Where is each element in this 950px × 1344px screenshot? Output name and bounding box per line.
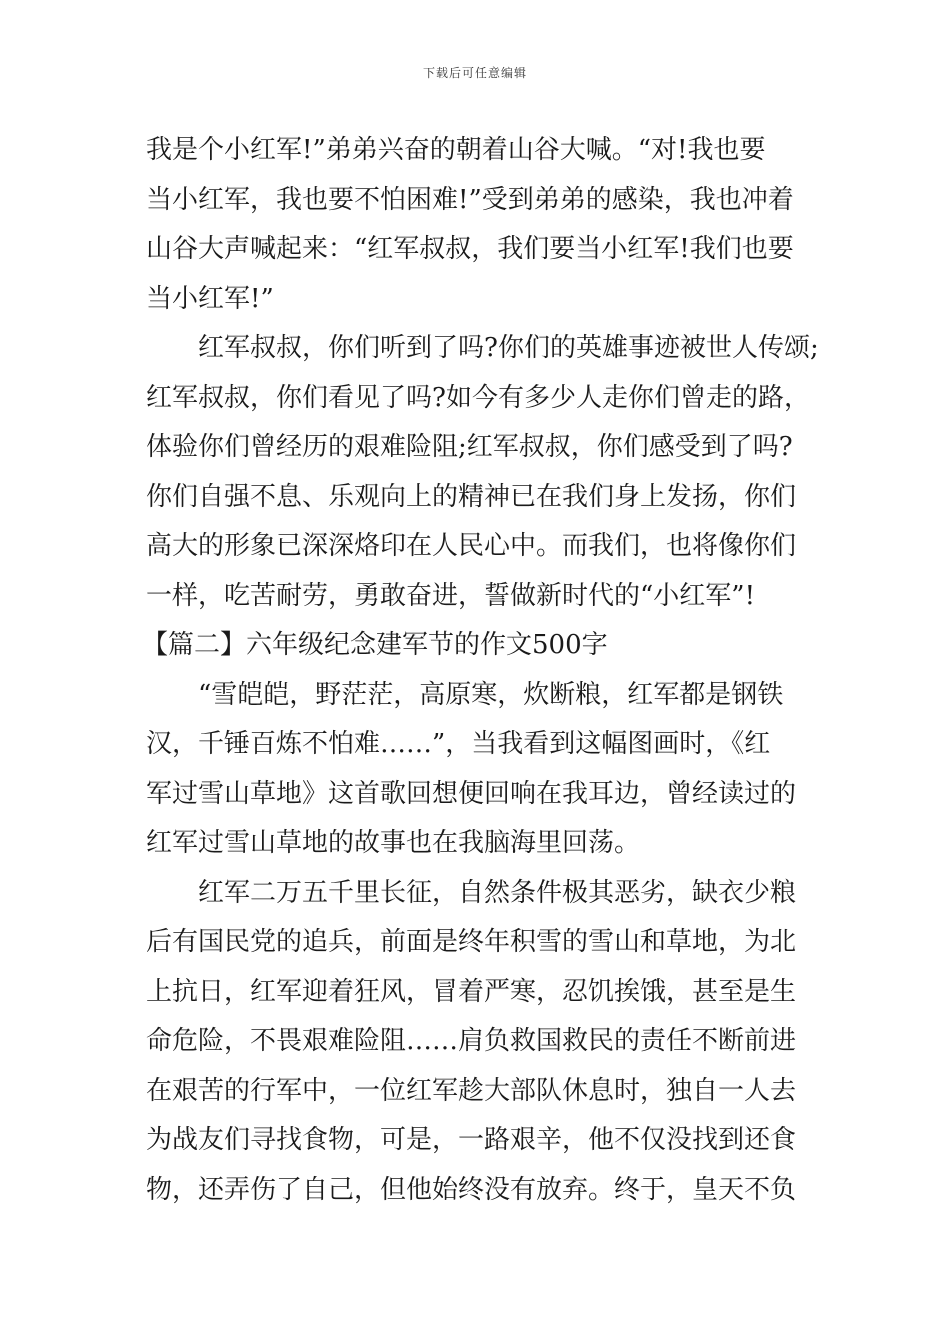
text-line: 一样，吃苦耐劳，勇敢奋进，誓做新时代的“小红军”!	[146, 580, 756, 611]
text-line: 为战友们寻找食物，可是，一路艰辛，他不仅没找到还食	[146, 1125, 797, 1155]
text-line: 红军二万五千里长征，自然条件极其恶劣，缺衣少粮	[146, 877, 797, 908]
section-heading: 【篇二】六年级纪念建军节的作文500字	[142, 630, 608, 660]
text-line: 当小红军，我也要不怕困难!”受到弟弟的感染，我也冲着	[146, 184, 794, 215]
text-line: 当小红军!”	[146, 283, 274, 314]
text-line: 红军叔叔，你们看见了吗?如今有多少人走你们曾走的路，	[146, 382, 810, 413]
text-line: 红军叔叔，你们听到了吗?你们的英雄事迹被世人传颂;	[146, 333, 819, 363]
text-line: 我是个小红军!”弟弟兴奋的朝着山谷大喊。“对!我也要	[146, 135, 766, 165]
text-line: 军过雪山草地》这首歌回想便回响在我耳边，曾经读过的	[146, 778, 797, 809]
text-line: 体验你们曾经历的艰难险阻;红军叔叔，你们感受到了吗?	[146, 432, 793, 462]
page-header: 下载后可任意编辑	[422, 66, 527, 80]
text-line: 后有国民党的追兵，前面是终年积雪的雪山和草地，为北	[146, 927, 797, 957]
text-line: 红军过雪山草地的故事也在我脑海里回荡。	[146, 828, 641, 858]
text-line: 上抗日，红军迎着狂风，冒着严寒，忍饥挨饿，甚至是生	[146, 976, 797, 1007]
text-line: 高大的形象已深深烙印在人民心中。而我们，也将像你们	[146, 531, 797, 561]
document-body	[142, 126, 819, 1215]
text-line: 汉，千锤百炼不怕难……”，当我看到这幅图画时，《红	[146, 729, 771, 759]
text-line: 你们自强不息、乐观向上的精神已在我们身上发扬，你们	[146, 481, 797, 512]
text-line: 物，还弄伤了自己，但他始终没有放弃。终于，皇天不负	[146, 1174, 797, 1205]
text-line: 命危险，不畏艰难险阻……肩负救国救民的责任不断前进	[146, 1026, 797, 1056]
text-line: 山谷大声喊起来：“红军叔叔，我们要当小红军!我们也要	[146, 234, 794, 264]
text-line: “雪皑皑，野茫茫，高原寒，炊断粮，红军都是钢铁	[146, 679, 784, 710]
text-line: 在艰苦的行军中，一位红军趁大部队休息时，独自一人去	[146, 1075, 797, 1106]
